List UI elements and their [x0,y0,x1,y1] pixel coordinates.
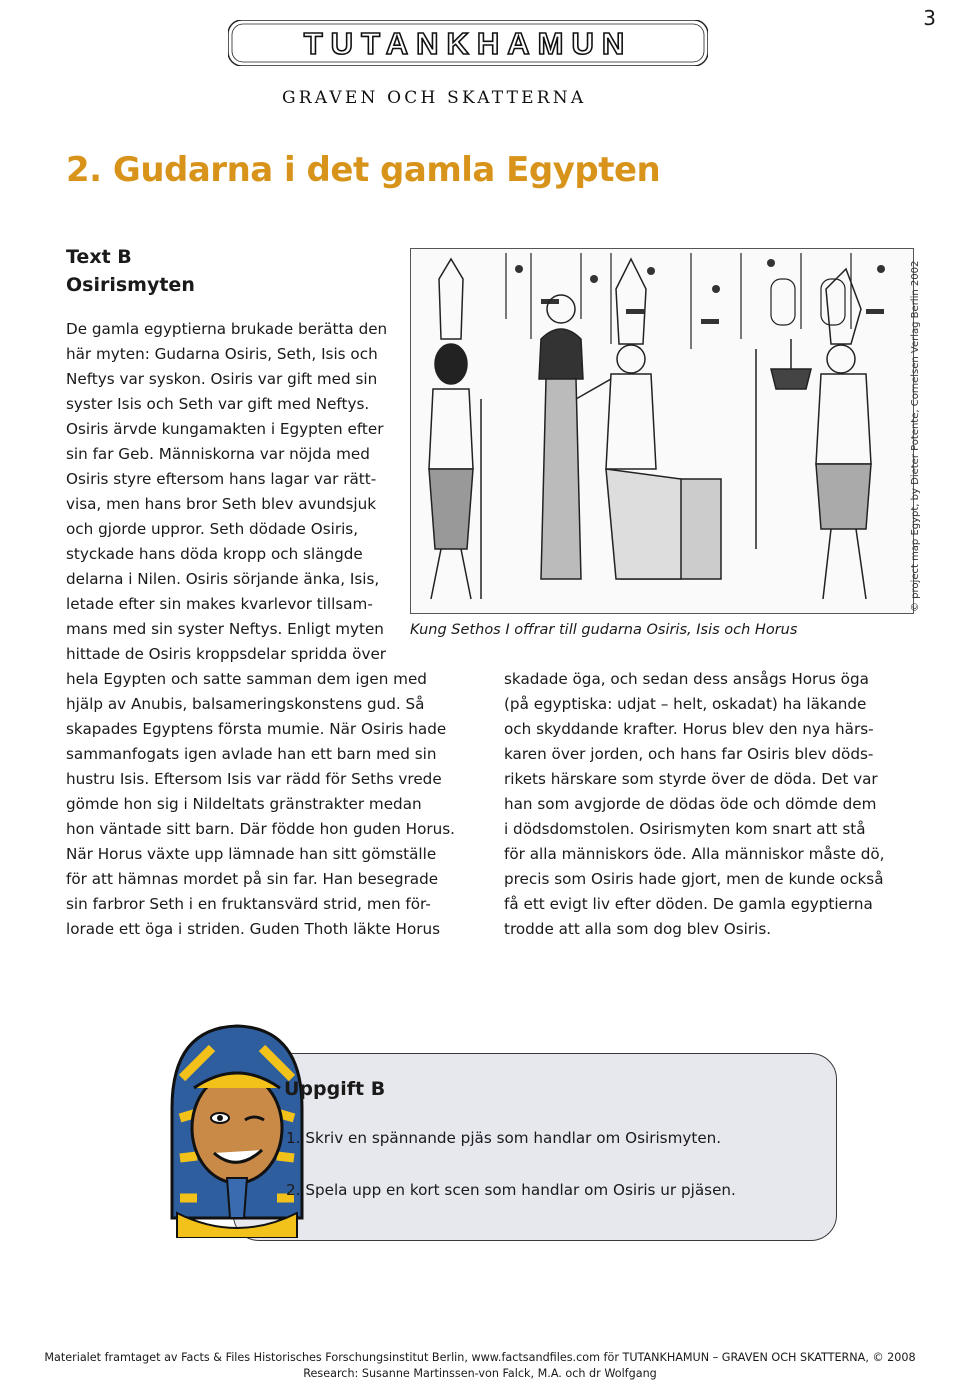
header-banner [0,0,960,130]
body-text-right [504,667,885,942]
text-line: lorade ett öga i striden. Guden Thoth läkte Horus [66,920,441,938]
text-line: De gamla egyptierna brukade berätta den [66,320,388,338]
footer-line: Materialet framtaget av Facts & Files Historisches Forschungsinstitut Berlin, www.factsandfiles.com för TUTANKHAMUN – GRAVEN OCH SKATTERNA, © 2008 [44,1351,916,1364]
text-line: karen över jorden, och hans far Osiris blev döds- [504,745,874,763]
text-line: sammanfogats igen avlade han ett barn med sin [66,745,437,763]
illustration-caption: Kung Sethos I offrar till gudarna Osiris, Isis och Horus [410,622,798,638]
text-line: hjälp av Anubis, balsameringskonstens gud. Så [66,695,425,713]
text-line: han som avgjorde de dödas öde och dömde dem [504,795,877,813]
text-line: precis som Osiris hade gjort, men de kunde också [504,870,884,888]
pharaoh-mascot-icon [152,1018,322,1238]
text-line: mans med sin syster Neftys. Enligt myten [66,620,384,638]
text-line: När Horus växte upp lämnade han sitt gömställe [66,845,437,863]
illustration-credit: © project map Egypt, by Dieter Potente, Cornelsen Verlag Berlin 2002 [910,260,921,612]
text-line: Osiris ärvde kungamakten i Egypten efter [66,420,384,438]
text-line: skadade öga, och sedan dess ansågs Horus öga [504,670,869,688]
text-title: Osirismyten [66,274,195,296]
text-line: delarna i Nilen. Osiris sörjande änka, Isis, [66,570,380,588]
text-line: för alla människors öde. Alla människor måste dö, [504,845,885,863]
text-line: hela Egypten och satte samman dem igen med [66,670,427,688]
text-line: syster Isis och Seth var gift med Neftys. [66,395,370,413]
text-line: (på egyptiska: udjat – helt, oskadat) ha läkande [504,695,867,713]
text-line: styckade hans döda kropp och slängde [66,545,363,563]
text-line: skapades Egyptens första mumie. När Osiris hade [66,720,447,738]
task-item: 2. Spela upp en kort scen som handlar om Osiris ur pjäsen. [286,1181,736,1199]
text-line: för att hämnas mordet på sin far. Han besegrade [66,870,439,888]
tutankhamun-logo [228,20,708,66]
page-number: 3 [923,6,936,30]
header-subtitle: GRAVEN OCH SKATTERNA [282,88,587,108]
text-line: trodde att alla som dog blev Osiris. [504,920,772,938]
text-line: visa, men hans bror Seth blev avundsjuk [66,495,377,513]
text-line: och skyddande krafter. Horus blev den nya härs- [504,720,874,738]
text-line: här myten: Gudarna Osiris, Seth, Isis och [66,345,378,363]
text-line: gömde hon sig i Nildeltats gränstrakter medan [66,795,422,813]
text-line: hustru Isis. Eftersom Isis var rädd för Seths vrede [66,770,442,788]
footer-line: Research: Susanne Martinssen-von Falck, M.A. och dr Wolfgang [303,1367,657,1380]
text-line: rikets härskare som styrde över de döda. Det var [504,770,878,788]
text-line: och gjorde uppror. Seth dödade Osiris, [66,520,359,538]
text-line: Osiris styre eftersom hans lagar var rätt- [66,470,377,488]
task-title: Uppgift B [284,1078,386,1100]
text-line: Neftys var syskon. Osiris var gift med sin [66,370,378,388]
text-label: Text B [66,246,132,268]
text-line: sin farbror Seth i en fruktansvärd strid, men för- [66,895,431,913]
text-line: letade efter sin makes kvarlevor tillsam- [66,595,373,613]
egyptian-relief-illustration [410,248,914,614]
body-text-left [66,317,455,942]
text-line: hittade de Osiris kroppsdelar spridda över [66,645,387,663]
chapter-title: 2. Gudarna i det gamla Egypten [66,150,661,190]
text-line: hon väntade sitt barn. Där födde hon guden Horus. [66,820,456,838]
text-line: få ett evigt liv efter döden. De gamla egyptierna [504,895,873,913]
text-line: i dödsdomstolen. Osirismyten kom snart att stå [504,820,866,838]
task-item: 1. Skriv en spännande pjäs som handlar om Osirismyten. [286,1129,722,1147]
text-line: sin far Geb. Människorna var nöjda med [66,445,370,463]
logo-text: TUTANKHAMUN [303,26,633,61]
